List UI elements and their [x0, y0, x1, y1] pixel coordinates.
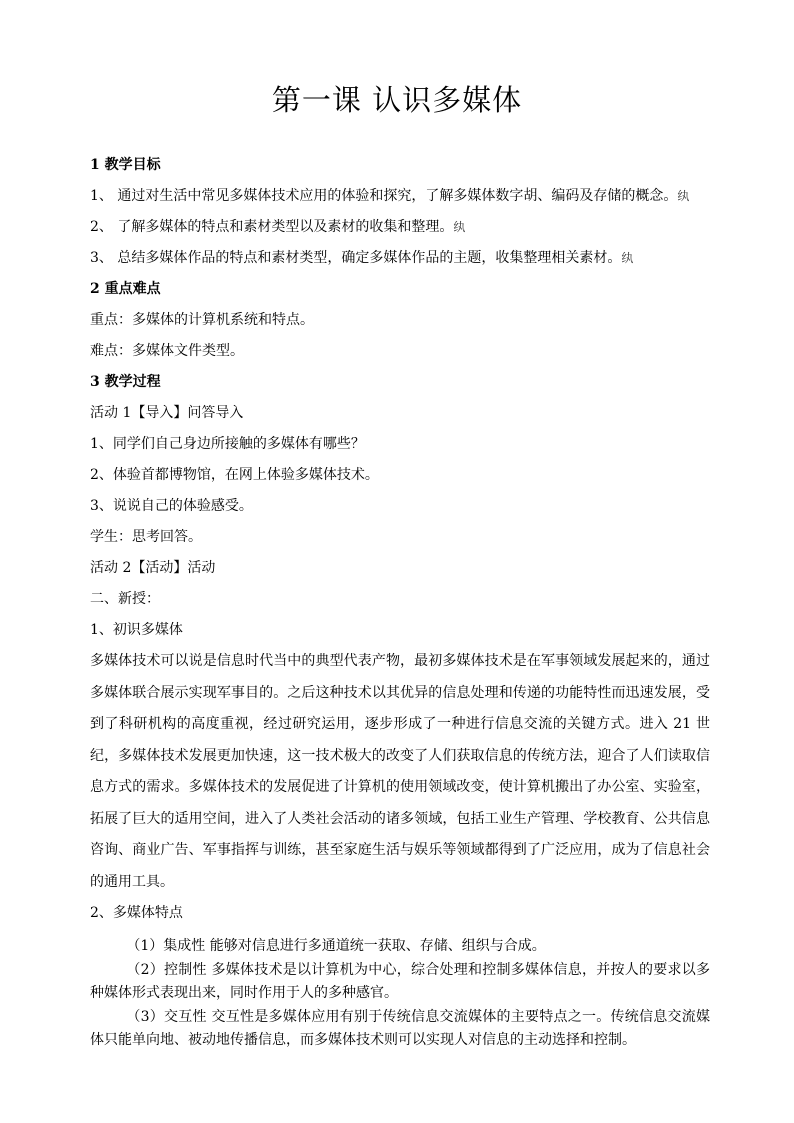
section-heading-keypoints: 2 重点难点 — [90, 281, 161, 297]
section-heading-goals: 1 教学目标 — [90, 157, 161, 173]
question-2: 2、体验首都博物馆，在网上体验多媒体技术。 — [90, 467, 379, 483]
activity-1-label: 活动 1【导入】问答导入 — [90, 405, 244, 421]
question-1: 1、同学们自己身边所接触的多媒体有哪些？ — [90, 436, 365, 452]
new-lesson-label: 二、新授： — [90, 591, 160, 607]
key-point: 重点：多媒体的计算机系统和特点。 — [90, 312, 314, 328]
feature-integration: （1）集成性 能够对信息进行多通道统一获取、存储、组织与合成。 — [126, 938, 546, 954]
goal-item-2-text: 2、 了解多媒体的特点和素材类型以及素材的收集和整理。 — [90, 219, 454, 235]
goal-item-1-text: 1、 通过对生活中常见多媒体技术应用的体验和探究，了解多媒体数字胡、编码及存储的概念。 — [90, 188, 678, 204]
subsection-1-heading: 1、初识多媒体 — [90, 622, 183, 638]
feature-interactivity: （3）交互性 交互性是多媒体应用有别于传统信息交流媒体的主要特点之一。传统信息交流媒体只能单向地、被动地传播信息，而多媒体技术则可以实现人对信息的主动选择和控制。 — [90, 1008, 710, 1048]
document-body — [90, 150, 710, 1053]
student-response: 学生：思考回答。 — [90, 529, 202, 545]
question-3: 3、说说自己的体验感受。 — [90, 498, 253, 514]
goal-item-3-mark: 纨 — [621, 251, 634, 265]
intro-paragraph: 多媒体技术可以说是信息时代当中的典型代表产物，最初多媒体技术是在军事领域发展起来的，通过多媒体联合展示实现军事目的。之后这种技术以其优异的信息处理和传递的功能特性而迅速发展，受到了科研机构的高度重视，经过研究运用，逐步形成了一种进行信息交流的关键方式。进入 21 世纪，多媒体技术发展更加快速，这一技术极大的改变了人们获取信息的传统方法，迎合了人们读取信息方式的需求。多媒体技术的发展促进了计算机的使用领域改变，使计算机搬出了办公室、实验室，拓展了巨大的适用空间，进入了人类社会活动的诸多领域，包括工业生产管理、学校教育、公共信息咨询、商业广告、军事指挥与训练，甚至家庭生活与娱乐等领域都得到了广泛应用，成为了信息社会的通用工具。 — [90, 653, 710, 890]
activity-2-label: 活动 2【活动】活动 — [90, 560, 216, 576]
difficult-point: 难点：多媒体文件类型。 — [90, 343, 244, 359]
goal-item-1-mark: 纨 — [677, 189, 690, 203]
goal-item-3 — [90, 243, 710, 274]
subsection-2-heading: 2、多媒体特点 — [90, 905, 183, 921]
goal-item-2-mark: 纨 — [453, 220, 466, 234]
feature-control: （2）控制性 多媒体技术是以计算机为中心，综合处理和控制多媒体信息，并按人的要求以多种媒体形式表现出来，同时作用于人的多种感官。 — [90, 961, 710, 1001]
page-title: 第一课 认识多媒体 — [271, 83, 523, 117]
goal-item-2 — [90, 212, 710, 243]
goal-item-1 — [90, 181, 710, 212]
goal-item-3-text: 3、 总结多媒体作品的特点和素材类型，确定多媒体作品的主题，收集整理相关素材。 — [90, 250, 622, 266]
section-heading-process: 3 教学过程 — [90, 374, 161, 390]
